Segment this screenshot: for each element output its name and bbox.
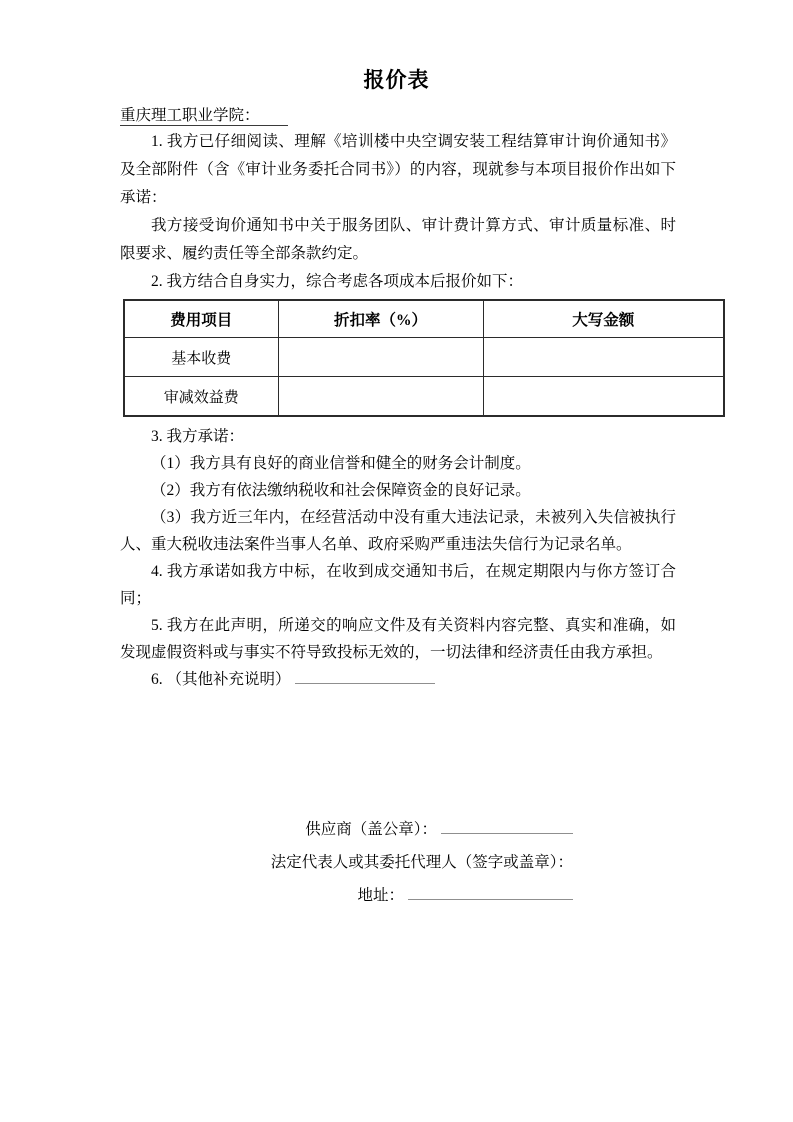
paragraph-promise-heading: 3. 我方承诺： bbox=[151, 428, 245, 445]
paragraph-contract-signing: 4. 我方承诺如我方中标，在收到成交通知书后，在规定期限内与你方签订合同； bbox=[120, 563, 676, 607]
table-row-audit-benefit-fee bbox=[124, 377, 724, 417]
table-header-fee-item: 费用项目 bbox=[124, 300, 278, 338]
address-blank-field[interactable] bbox=[408, 884, 573, 900]
supplier-label: 供应商（盖公章）： bbox=[305, 821, 437, 838]
supplier-signature-line bbox=[120, 813, 573, 846]
page-title: 报价表 bbox=[363, 69, 430, 92]
audit-benefit-amount-field[interactable] bbox=[483, 377, 724, 417]
table-row-basic-fee bbox=[124, 338, 724, 377]
table-header-discount-rate: 折扣率（%） bbox=[278, 300, 483, 338]
paragraph-promise-1: （1）我方具有良好的商业信誉和健全的财务会计制度。 bbox=[151, 455, 531, 472]
paragraph-accept-terms: 我方接受询价通知书中关于服务团队、审计费计算方式、审计质量标准、时限要求、履约责任等全部条款约定。 bbox=[120, 217, 676, 262]
legal-rep-label: 法定代表人或其委托代理人（签字或盖章）： bbox=[270, 854, 573, 871]
paragraph-promise-3: （3）我方近三年内，在经营活动中没有重大违法记录，未被列入失信被执行人、重大税收违法案件当事人名单、政府采购严重违法失信行为记录名单。 bbox=[120, 509, 676, 553]
document-body bbox=[120, 104, 676, 912]
legal-rep-signature-line bbox=[120, 846, 573, 879]
row-label-audit-benefit-fee: 审减效益费 bbox=[124, 377, 278, 417]
address-label: 地址： bbox=[357, 887, 404, 904]
paragraph-declaration: 5. 我方在此声明，所递交的响应文件及有关资料内容完整、真实和准确，如发现虚假资料或与事实不符导致投标无效的，一切法律和经济责任由我方承担。 bbox=[120, 617, 676, 661]
paragraph-read-notice: 1. 我方已仔细阅读、理解《培训楼中央空调安装工程结算审计询价通知书》及全部附件（含《审计业务委托合同书》）的内容，现就参与本项目报价作出如下承诺： bbox=[120, 133, 676, 206]
supplier-blank-field[interactable] bbox=[441, 818, 573, 834]
paragraph-promise-2: （2）我方有依法缴纳税收和社会保障资金的良好记录。 bbox=[151, 482, 531, 499]
table-header-amount-in-words: 大写金额 bbox=[483, 300, 724, 338]
commitment-list bbox=[120, 423, 676, 693]
recipient-name: 重庆理工职业学院： bbox=[120, 107, 288, 126]
basic-fee-discount-field[interactable] bbox=[278, 338, 483, 377]
address-line bbox=[120, 879, 573, 912]
paragraph-supplement bbox=[120, 666, 676, 693]
supplement-blank-field[interactable] bbox=[295, 668, 435, 684]
salutation-line bbox=[120, 104, 676, 128]
supplement-label: 6. （其他补充说明） bbox=[151, 671, 291, 688]
quotation-table bbox=[123, 299, 725, 417]
row-label-basic-fee: 基本收费 bbox=[124, 338, 278, 377]
basic-fee-amount-field[interactable] bbox=[483, 338, 724, 377]
table-header-row bbox=[124, 300, 724, 338]
signature-block bbox=[120, 813, 676, 912]
paragraph-quote-intro: 2. 我方结合自身实力，综合考虑各项成本后报价如下： bbox=[151, 273, 524, 290]
audit-benefit-discount-field[interactable] bbox=[278, 377, 483, 417]
